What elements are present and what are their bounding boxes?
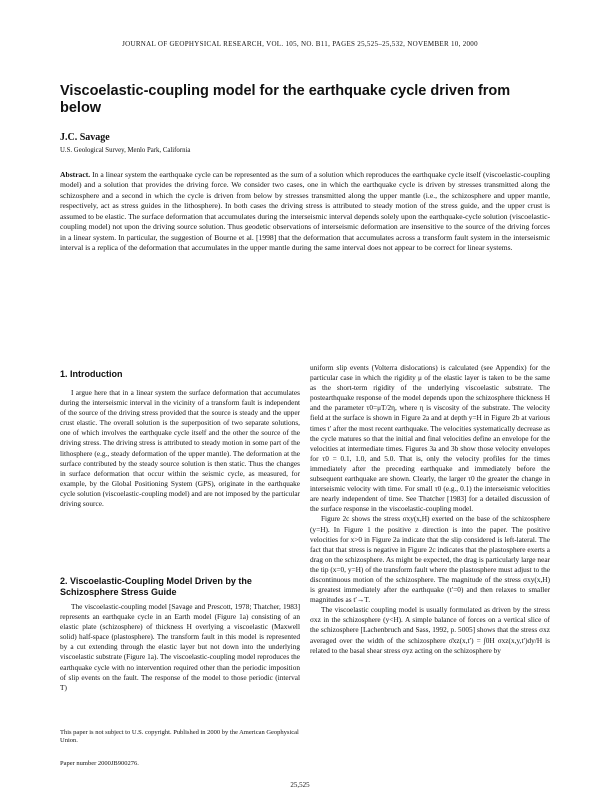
page-number: 25,525: [290, 781, 310, 789]
right-column-paragraph-1: uniform slip events (Volterra dislocations) is calculated (see Appendix) for the particular case in which the rigidity μ of the elastic layer is taken to be the same as the short-term rigidity of the underlying viscoelastic substrate. The postearthquake response of the model depends upon the schizosphere thickness H and the parameter τ0=μT/2η, where η is viscosity of the substrate. The velocity field at the surface is shown in Figure 2a and at depth y=H in Figure 2b at various times t′ after the most recent earthquake. The velocities systematically decrease as the cycle matures so that the initial and final velocities define an envelope for the velocities at intermediate times. Figures 3a and 3b show those velocity envelopes for τ0 = 0.1, 1.0, and 5.0. That is, only the velocity profiles for the times immediately after the preceding earthquake and immediately before the subsequent earthquake are shown. Clearly, the larger τ0 the greater the change in interseismic velocity with time. For small τ0 (e.g., 0.1) the interseismic velocities are nearly independent of time. See Thatcher [1983] for a detailed discussion of the surface response in the viscoelastic-coupling model.: [310, 363, 550, 514]
section-1-body: [60, 388, 300, 509]
section-1-heading: 1. Introduction: [60, 369, 123, 379]
abstract-text: In a linear system the earthquake cycle can be represented as the sum of a solution which reproduces the earthquake cycle itself (viscoelastic-coupling model) and a solution that provides the driving force. We consider two cases, one in which the earthquake cycle is driven by stresses transmitted along the schizosphere and a second in which the cycle is driven from below by stresses transmitted along the upper mantle (i.e., the schizosphere and upper mantle, respectively, act as stress guides in the lithosphere). In both cases the driving stress is attributed to steady motion of the stress guide, and the upper crust is assumed to be elastic. The surface deformation that accumulates during the interseismic interval depends solely upon the earthquake-cycle solution (viscoelastic-coupling model) not upon the driving source solution. Thus geodetic observations of interseismic deformation are insensitive to the source of the driving forces in a linear system. In particular, the suggestion of Bourne et al. [1998] that the deformation that accumulates across a transform fault system in the interseismic interval is a replica of the deformation that accumulates in the upper mantle during the same interval does not appear to be correct for linear systems.: [60, 170, 550, 253]
section-2-paragraph: The viscoelastic-coupling model [Savage and Prescott, 1978; Thatcher, 1983] represents an earthquake cycle in an Earth model (Figure 1a) consisting of an elastic plate (schizosphere) of thickness H overlying a viscoelastic (Maxwell solid) half-space (plastosphere). The transform fault in this model is represented by a cut extending through the elastic layer but not down into the underlying viscoelastic substrate (Figure 1a). The viscoelastic-coupling model reproduces the earthquake cycle with no intervention required other than the periodic imposition of slip events on the fault. The response of the model to those periodic (interval T): [60, 602, 300, 692]
abstract-label: Abstract.: [60, 170, 91, 179]
paper-title: Viscoelastic-coupling model for the earthquake cycle driven from below: [60, 83, 511, 116]
author: J.C. Savage: [60, 132, 110, 143]
right-column-paragraph-2: Figure 2c shows the stress σxy(x,H) exerted on the base of the schizosphere (y=H). In Figure 1 the positive z direction is into the paper. The positive velocities for x>0 in Figure 2a indicate that the slip considered is left-lateral. The fact that that stress is negative in Figure 2c indicates that the plastosphere exerts a drag on the schizosphere. As might be expected, the drag is particularly large near the tip (x=0, y=H) of the transform fault where the plastosphere must adjust to the discontinuous motion of the schizosphere. The magnitude of the stress σxy(x,H) is greatest immediately after the earthquake (t′=0) and then relaxes to smaller magnitudes as t′→T.: [310, 514, 550, 605]
copyright-footnote: This paper is not subject to U.S. copyright. Published in 2000 by the American Geophysical Union.: [60, 729, 299, 745]
right-column-paragraph-3: The viscoelastic coupling model is usually formulated as driven by the stress σxz in the schizosphere (y<H). A simple balance of forces on a vertical slice of the schizosphere [Lachenbruch and Sass, 1992, p. 5005] shows that the stress σxz averaged over the width of the schizosphere σ̄xz(x,t′) = ∫0H σxz(x,y,t′)dy/H is related to the basal shear stress σyz acting on the schizosphere by: [310, 605, 550, 655]
right-column: [310, 363, 550, 656]
section-2-heading: 2. Viscoelastic-Coupling Model Driven by the Schizosphere Stress Guide: [60, 576, 252, 597]
section-1-paragraph: I argue here that in a linear system the surface deformation that accumulates during the interseismic interval in the vicinity of a transform fault is independent of the source of the driving stress provided that the source is steady and the upper crust elastic. The overall solution is the superposition of two separate solutions, one of which involves the earthquake cycle itself and the other the source of the driving stress. The driving stress is attributed to steady motion in some part of the lithosphere (e.g., steady deformation of the upper mantle). The deformation at the surface contributed by the steady source solution is then static. Thus the changes in surface deformation that occur within the seismic cycle, as measured, for example, by the Global Positioning System (GPS), originate in the earthquake cycle solution (viscoelastic-coupling model) and are not imposed by the particular driving source.: [60, 388, 300, 509]
affiliation: U.S. Geological Survey, Menlo Park, California: [60, 147, 191, 154]
journal-header: JOURNAL OF GEOPHYSICAL RESEARCH, VOL. 105, NO. B11, PAGES 25,525–25,532, NOVEMBER 10, 2000: [122, 40, 478, 48]
section-2-body: [60, 602, 300, 693]
paper-number: Paper number 2000JB900276.: [60, 760, 139, 767]
abstract: [60, 170, 550, 254]
